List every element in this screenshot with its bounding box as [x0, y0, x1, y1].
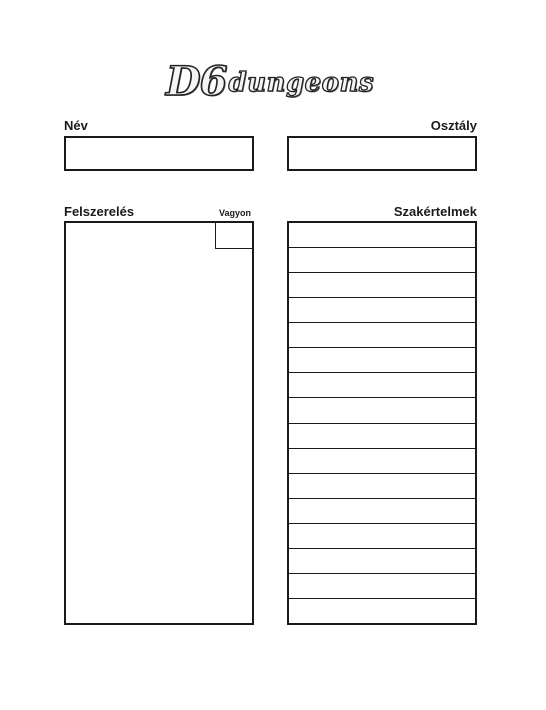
skill-row[interactable]	[289, 398, 475, 423]
skill-row[interactable]	[289, 424, 475, 449]
skill-row[interactable]	[289, 373, 475, 398]
skills-list	[287, 221, 477, 625]
skill-row[interactable]	[289, 524, 475, 549]
equipment-field[interactable]	[64, 221, 254, 625]
skill-row[interactable]	[289, 323, 475, 348]
class-field[interactable]	[287, 136, 477, 171]
equipment-label: Felszerelés	[64, 204, 135, 219]
skill-row[interactable]	[289, 298, 475, 323]
wealth-field[interactable]	[215, 222, 253, 249]
skill-row[interactable]	[289, 474, 475, 499]
wealth-label: Vagyon	[219, 208, 252, 218]
skills-label: Szakértelmek	[393, 204, 477, 219]
skill-row[interactable]	[289, 599, 475, 623]
logo-d6: D6	[165, 58, 227, 105]
game-logo	[165, 52, 375, 105]
logo-dungeons: dungeons	[228, 68, 375, 98]
skill-row[interactable]	[289, 499, 475, 524]
skill-row[interactable]	[289, 223, 475, 248]
skill-row[interactable]	[289, 348, 475, 373]
skill-row[interactable]	[289, 273, 475, 298]
skill-row[interactable]	[289, 449, 475, 474]
skill-row[interactable]	[289, 549, 475, 574]
name-field[interactable]	[64, 136, 254, 171]
skill-row[interactable]	[289, 248, 475, 273]
name-label: Név	[64, 118, 88, 133]
skill-row[interactable]	[289, 574, 475, 599]
class-label: Osztály	[430, 118, 477, 133]
